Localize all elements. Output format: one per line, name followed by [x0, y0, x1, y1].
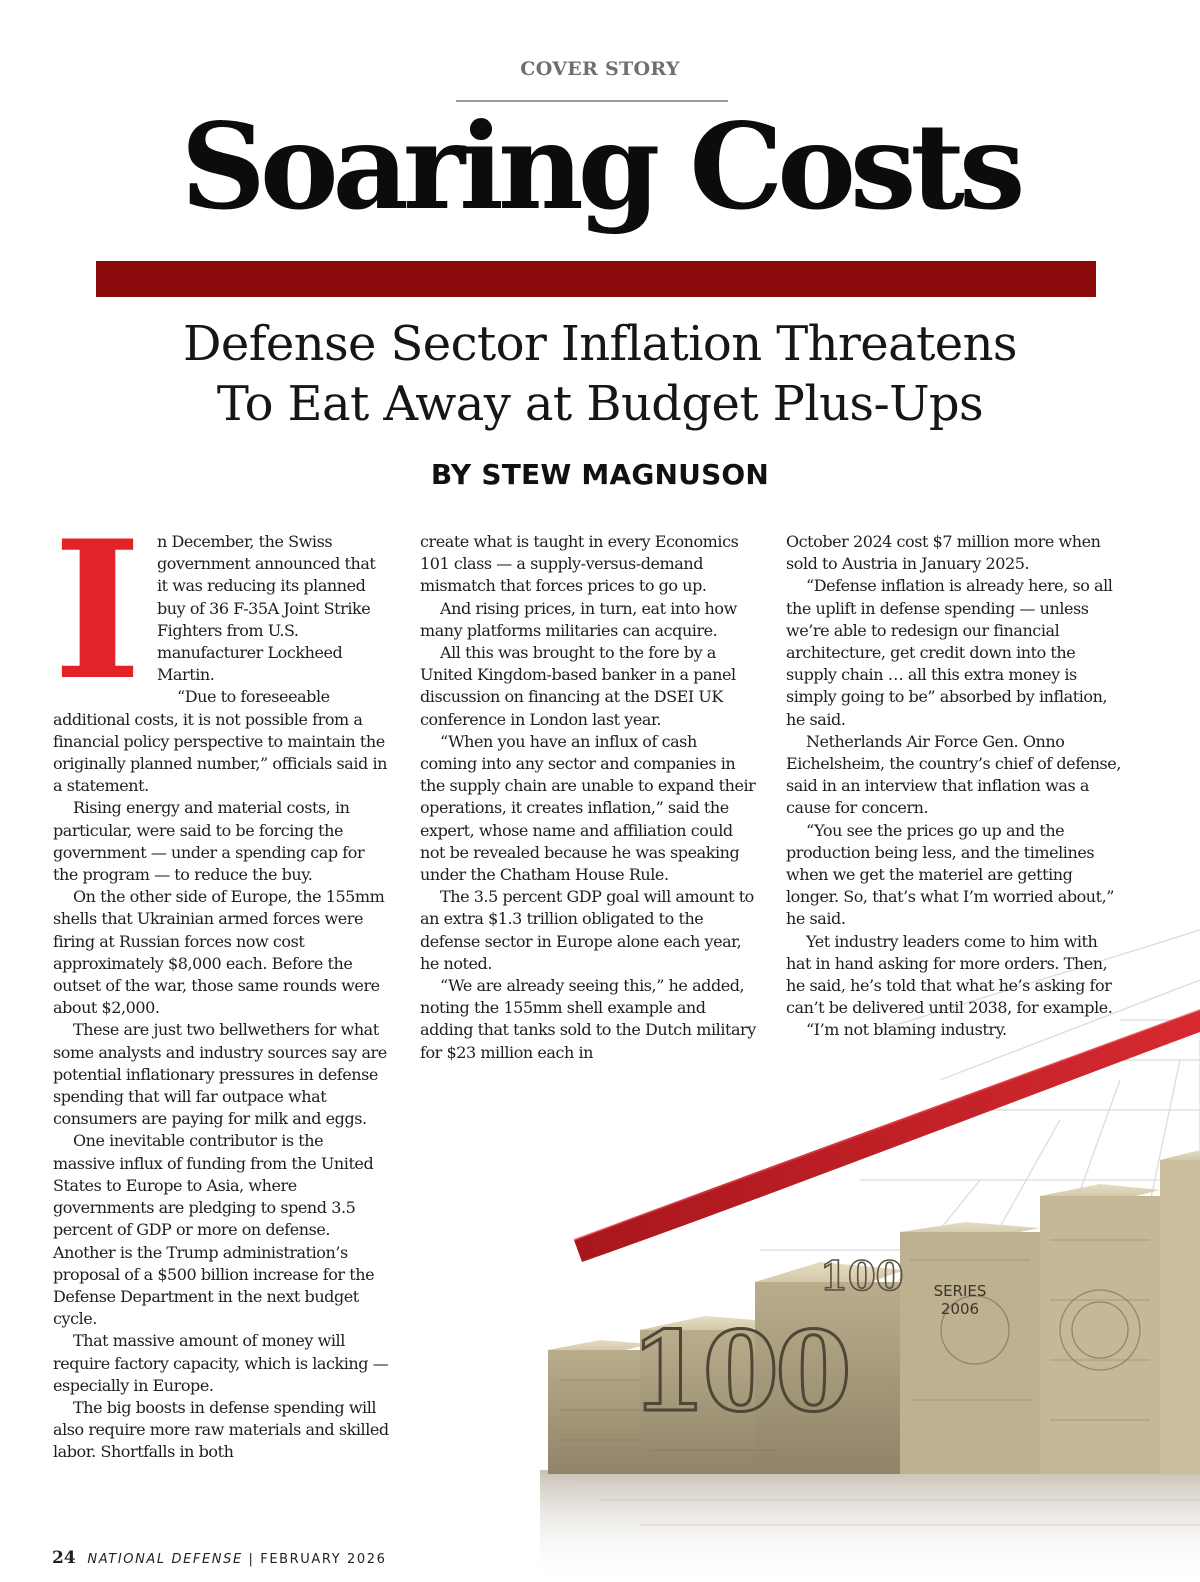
paragraph: Yet industry leaders come to him with hat in hand asking for more orders. Then, he said, he’s told that what he’s asking for can’t be delivered until 2038, for example. [786, 931, 1113, 1018]
paragraph: “You see the prices go up and the production being less, and the timelines when we get the materiel are getting longer. So, that’s what I’m worried about,” he said. [786, 820, 1115, 929]
paragraph: Rising energy and material costs, in particular, were said to be forcing the government — under a spending cap for the program — to reduce the buy. [53, 798, 365, 885]
bill-numeral-text: 100 [630, 1307, 848, 1436]
paragraph: “I’m not blaming industry. [806, 1020, 1007, 1040]
magazine-name: NATIONAL DEFENSE [87, 1552, 243, 1567]
subheadline-line-2: To Eat Away at Budget Plus-Ups [216, 376, 984, 432]
article-column-3 [786, 531, 1122, 1042]
paragraph: “Due to foreseeable additional costs, it is not possible from a financial policy perspective to maintain the originally planned number,” officials said in a statement. [53, 687, 387, 796]
subheadline [0, 314, 1200, 434]
byline: BY STEW MAGNUSON [430, 458, 770, 491]
paragraph: All this was brought to the fore by a United Kingdom-based banker in a panel discussion on financing at the DSEI UK conference in London last year. [420, 643, 736, 729]
article-column-2 [420, 531, 756, 1064]
bill-step-5 [1040, 1184, 1160, 1474]
series-label: SERIES [933, 1282, 987, 1300]
paragraph: n December, the Swiss government announced that it was reducing its planned buy of 36 F-35A Joint Strike Fighters from U.S. manufacturer Lockheed Martin. [157, 532, 376, 685]
drop-cap: I [53, 499, 142, 722]
headline-red-bar [96, 261, 1096, 297]
section-label: COVER STORY [520, 58, 680, 80]
series-year: 2006 [940, 1300, 980, 1318]
article-column-1 [53, 499, 389, 1464]
paragraph: These are just two bellwethers for what some analysts and industry sources say are potential inflationary pressures in defense spending that will far outpace what consumers are paying for milk and eggs. [53, 1020, 387, 1129]
page-footer [52, 1548, 386, 1568]
headline: Soaring Costs [180, 97, 1020, 236]
paragraph: create what is taught in every Economics 101 class — a supply-versus-demand mismatch that forces prices to go up. [420, 532, 739, 596]
paragraph: And rising prices, in turn, eat into how many platforms militaries can acquire. [420, 598, 737, 640]
paragraph: On the other side of Europe, the 155mm shells that Ukrainian armed forces were firing at Russian forces now cost approximately $8,000 each. Before the outset of the war, those same rounds were about $2,000. [53, 887, 385, 1018]
issue-date: FEBRUARY 2026 [260, 1552, 387, 1567]
paragraph: “Defense inflation is already here, so all the uplift in defense spending — unless we’re able to redesign our financial architecture, get credit down into the supply chain … all this extra money is simply going to be” absorbed by inflation, he said. [786, 576, 1113, 729]
paragraph: “When you have an influx of cash coming into any sector and companies in the supply chain are unable to expand their operations, it creates inflation,” said the expert, whose name and affiliation could not be revealed because he was speaking under the Chatham House Rule. [420, 731, 756, 885]
bill-numeral-text-top: 100 [820, 1253, 904, 1300]
paragraph: The 3.5 percent GDP goal will amount to an extra $1.3 trillion obligated to the defense sector in Europe alone each year, he noted. [420, 887, 754, 973]
subheadline-line-1: Defense Sector Inflation Threatens [183, 316, 1017, 372]
paragraph: Netherlands Air Force Gen. Onno Eichelsheim, the country’s chief of defense, said in an interview that inflation was a cause for concern. [786, 731, 1121, 818]
page-number: 24 [52, 1548, 76, 1568]
paragraph: “We are already seeing this,” he added, noting the 155mm shell example and adding that tanks sold to the Dutch military for $23 million each in [420, 976, 756, 1062]
paragraph: October 2024 cost $7 million more when sold to Austria in January 2025. [786, 532, 1101, 574]
paragraph: That massive amount of money will require factory capacity, which is lacking — especially in Europe. [53, 1331, 389, 1395]
paragraph: One inevitable contributor is the massive influx of funding from the United States to Europe to Asia, where governments are pledging to spend 3.5 percent of GDP or more on defense. Another is the Trump administration’s proposal of a $500 billion increase for the Defense Department in the next budget cycle. [53, 1131, 375, 1329]
paragraph: The big boosts in defense spending will also require more raw materials and skilled labor. Shortfalls in both [53, 1397, 389, 1462]
footer-separator: | [248, 1552, 255, 1567]
bill-step-6 [1160, 1150, 1200, 1474]
